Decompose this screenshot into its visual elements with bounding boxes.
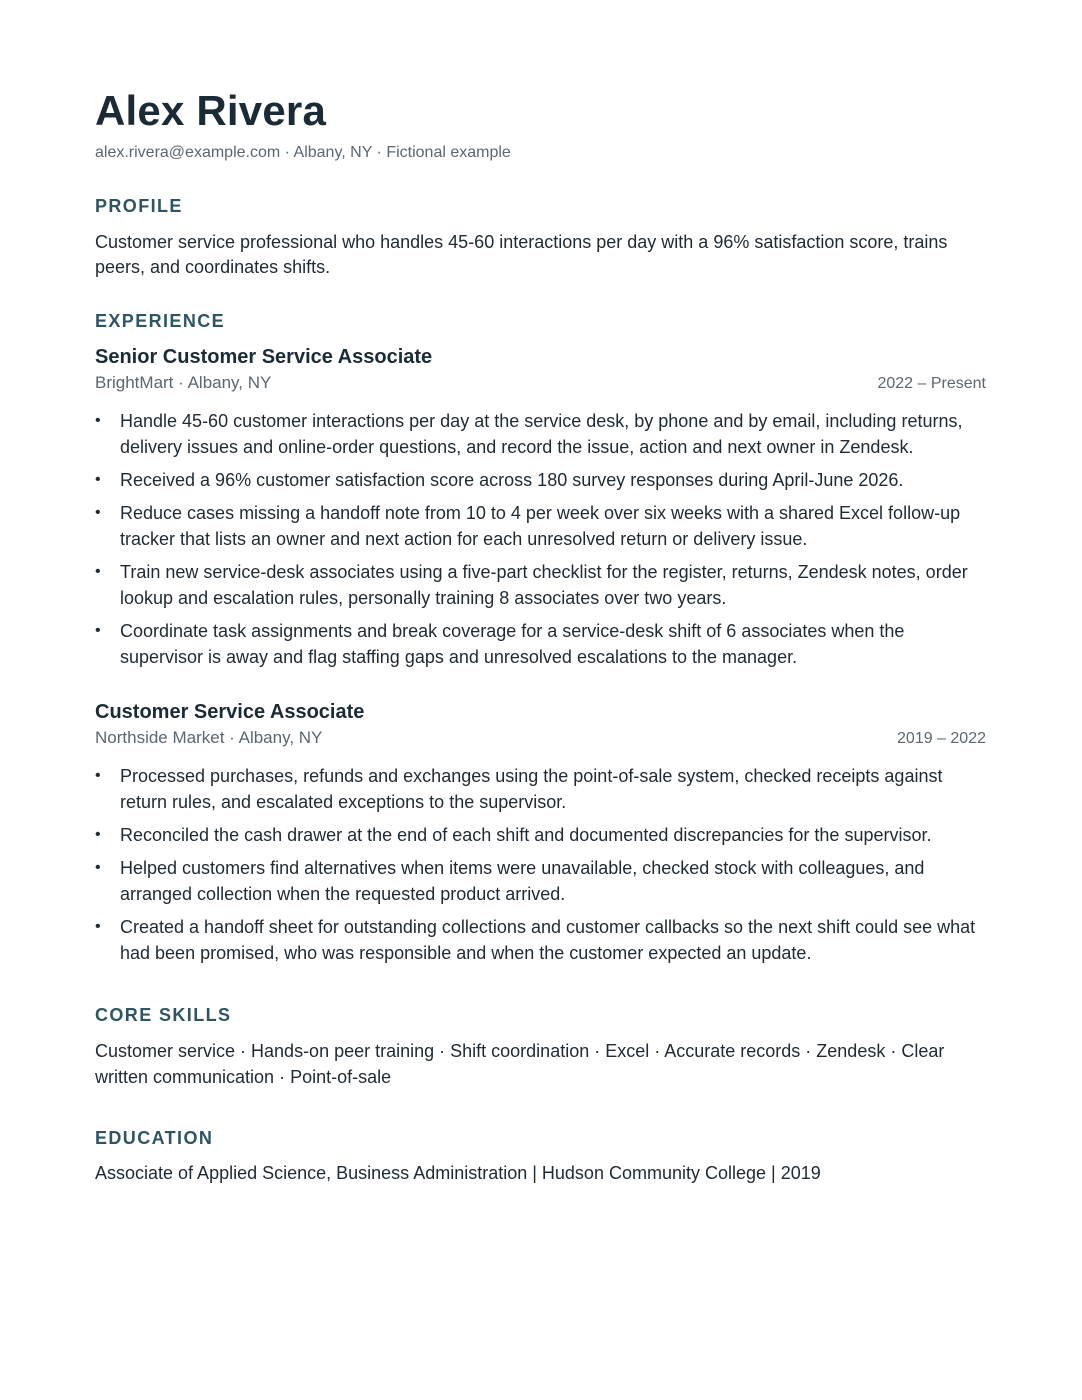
bullet-text: Train new service-desk associates using a five-part checklist for the register, returns, Zendesk notes, order lookup and escalation rules, personally training 8 associates over two years. <box>120 562 968 608</box>
bullet-icon: • <box>95 767 101 784</box>
bullet-item <box>95 763 986 815</box>
job-meta <box>95 727 986 750</box>
bullet-icon: • <box>95 412 101 429</box>
education-entry: Associate of Applied Science, Business Administration | Hudson Community College | 2019 <box>95 1163 821 1183</box>
bullet-item <box>95 914 986 966</box>
bullet-icon: • <box>95 563 101 580</box>
skills-heading: CORE SKILLS <box>95 1005 232 1025</box>
job-bullets <box>95 408 986 670</box>
job-company: Northside Market · Albany, NY <box>95 728 323 747</box>
bullet-icon: • <box>95 859 101 876</box>
bullet-text: Received a 96% customer satisfaction score across 180 survey responses during April-June 2026. <box>120 470 904 490</box>
profile-heading: PROFILE <box>95 196 183 216</box>
job-meta <box>95 372 986 395</box>
job-bullets <box>95 763 986 966</box>
job-entry-brightmart <box>95 344 986 670</box>
profile-summary: Customer service professional who handles 45-60 interactions per day with a 96% satisfaction score, trains peers, and coordinates shifts. <box>95 232 948 277</box>
bullet-text: Processed purchases, refunds and exchanges using the point-of-sale system, checked receipts against return rules, and escalated exceptions to the supervisor. <box>120 766 943 812</box>
bullet-text: Reconciled the cash drawer at the end of each shift and documented discrepancies for the supervisor. <box>120 825 932 845</box>
bullet-item <box>95 408 986 460</box>
bullet-icon: • <box>95 504 101 521</box>
bullet-item <box>95 822 986 848</box>
bullet-item <box>95 618 986 670</box>
skills-list: Customer service · Hands-on peer training · Shift coordination · Excel · Accurate records · Zendesk · Clear written communication · Point-of-sale <box>95 1041 945 1087</box>
job-entry-northside <box>95 699 986 966</box>
bullet-item <box>95 467 986 493</box>
bullet-icon: • <box>95 622 101 639</box>
job-dates: 2022 – Present <box>877 375 986 392</box>
job-dates: 2019 – 2022 <box>897 730 986 747</box>
job-title: Customer Service Associate <box>95 701 365 723</box>
job-title: Senior Customer Service Associate <box>95 346 433 368</box>
candidate-name: Alex Rivera <box>95 87 327 134</box>
bullet-icon: • <box>95 826 101 843</box>
bullet-item <box>95 559 986 611</box>
contact-line: alex.rivera@example.com · Albany, NY · Fictional example <box>95 144 511 161</box>
bullet-text: Handle 45-60 customer interactions per day at the service desk, by phone and by email, including returns, delivery issues and online-order questions, and record the issue, action and next owner in Zendesk. <box>120 411 963 457</box>
bullet-icon: • <box>95 918 101 935</box>
experience-heading: EXPERIENCE <box>95 311 226 331</box>
education-heading: EDUCATION <box>95 1128 214 1148</box>
bullet-item <box>95 855 986 907</box>
bullet-text: Reduce cases missing a handoff note from 10 to 4 per week over six weeks with a shared Excel follow-up tracker that lists an owner and next action for each unresolved return or delivery issue. <box>120 503 961 549</box>
job-company: BrightMart · Albany, NY <box>95 373 272 392</box>
bullet-icon: • <box>95 471 101 488</box>
bullet-item <box>95 500 986 552</box>
bullet-text: Created a handoff sheet for outstanding collections and customer callbacks so the next shift could see what had been promised, who was responsible and when the customer expected an update. <box>120 917 976 963</box>
bullet-text: Coordinate task assignments and break coverage for a service-desk shift of 6 associates when the supervisor is away and flag staffing gaps and unresolved escalations to the manager. <box>120 621 905 667</box>
bullet-text: Helped customers find alternatives when items were unavailable, checked stock with colleagues, and arranged collection when the requested product arrived. <box>120 858 925 904</box>
